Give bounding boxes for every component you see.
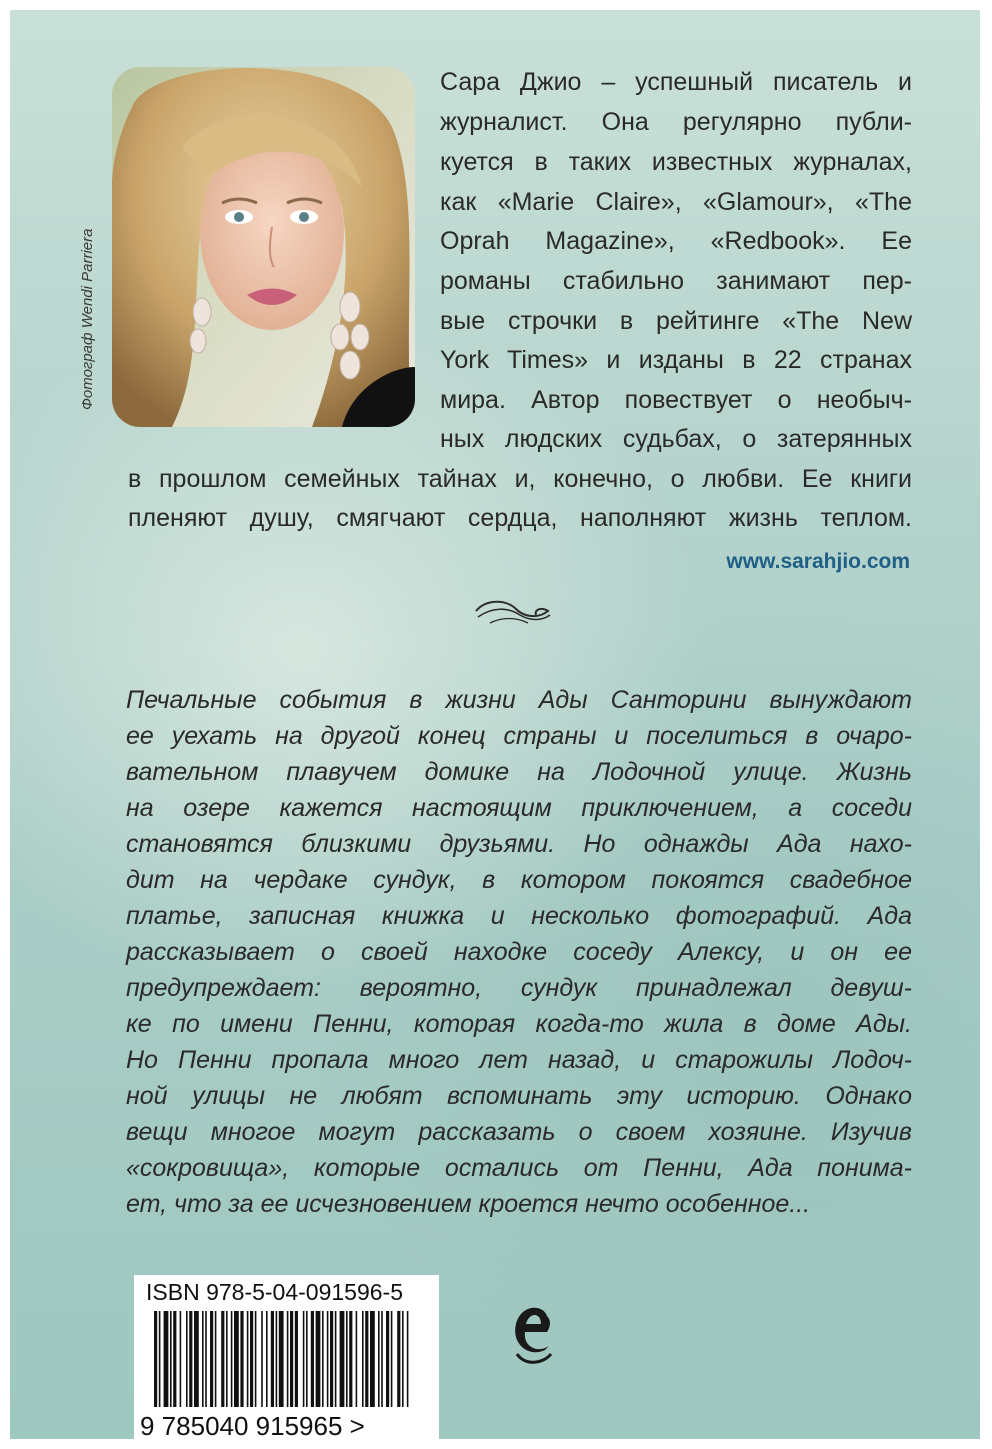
- bio-line: журналист. Она регулярно публи-: [440, 108, 912, 136]
- synopsis-line: ке по имени Пенни, которая когда-то жила в доме Ады.: [126, 1010, 912, 1038]
- author-photo: [112, 67, 415, 427]
- barcode-icon: [146, 1311, 418, 1413]
- flourish-ornament-icon: [472, 593, 554, 629]
- synopsis-line: ее уехать на другой конец страны и поселиться в очаро-: [126, 722, 912, 750]
- synopsis-line: Печальные события в жизни Ады Санторини вынуждают: [126, 686, 912, 714]
- synopsis-line: дит на чердаке сундук, в котором покоятся свадебное: [126, 866, 912, 894]
- synopsis-line: на озере кажется настоящим приключением, а соседи: [126, 794, 912, 822]
- bio-line: Oprah Magazine», «Redbook». Ее: [440, 227, 912, 255]
- back-cover: [10, 10, 980, 1439]
- bio-line: Сара Джио – успешный писатель и: [440, 68, 912, 96]
- bio-line: куется в таких известных журналах,: [440, 148, 912, 176]
- isbn-number: ISBN 978-5-04-091596-5: [146, 1279, 403, 1305]
- eksmo-logo-icon: [507, 1296, 557, 1366]
- photo-credit: Фотограф Wendi Parriera: [79, 228, 96, 410]
- bio-line: мира. Автор повествует о необыч-: [440, 386, 912, 414]
- bio-line: пленяют душу, смягчают сердца, наполняют жизнь теплом.: [128, 504, 912, 532]
- bio-line: York Times» и изданы в 22 странах: [440, 346, 912, 374]
- bio-line: ных людских судьбах, о затерянных: [440, 425, 912, 453]
- synopsis-line: вещи многое могут рассказать о своем хозяине. Изучив: [126, 1118, 912, 1146]
- synopsis-line: вательном плавучем домике на Лодочной улице. Жизнь: [126, 758, 912, 786]
- synopsis-line: Но Пенни пропала много лет назад, и старожилы Лодоч-: [126, 1046, 912, 1074]
- bio-line: в прошлом семейных тайнах и, конечно, о любви. Ее книги: [128, 465, 912, 493]
- synopsis-line: «сокровища», которые остались от Пенни, Ада понима-: [126, 1154, 912, 1182]
- barcode-label: [134, 1275, 439, 1439]
- synopsis-line: ной улицы не любят вспоминать эту историю. Однако: [126, 1082, 912, 1110]
- synopsis-line: ет, что за ее исчезновением кроется нечто особенное...: [126, 1190, 811, 1218]
- synopsis-line: становятся близкими друзьями. Но однажды Ада нахо-: [126, 830, 912, 858]
- bio-line: вые строчки в рейтинге «The New: [440, 307, 912, 335]
- bio-line: романы стабильно занимают пер-: [440, 267, 912, 295]
- author-website-link[interactable]: www.sarahjio.com: [726, 550, 910, 573]
- synopsis-line: рассказывает о своей находке соседу Алексу, и он ее: [126, 938, 912, 966]
- bio-line: как «Marie Claire», «Glamour», «The: [440, 188, 912, 216]
- barcode-digits: 9 785040 915965 >: [140, 1411, 365, 1439]
- synopsis-line: предупреждает: вероятно, сундук принадлежал девуш-: [126, 974, 912, 1002]
- synopsis-line: платье, записная книжка и несколько фотографий. Ада: [126, 902, 912, 930]
